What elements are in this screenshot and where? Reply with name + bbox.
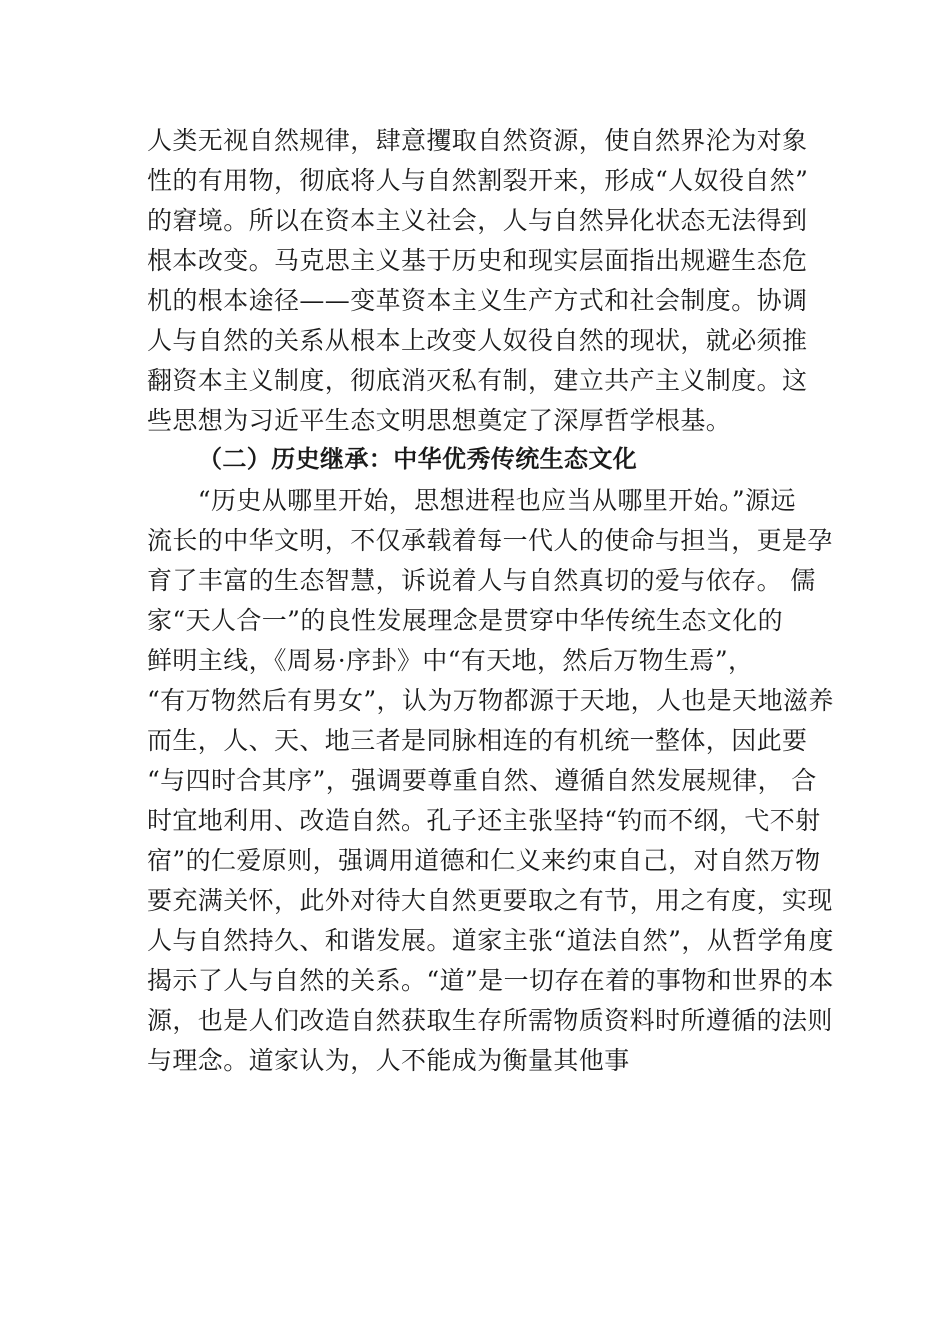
paragraph-2-line: 而生，人、天、地三者是同脉相连的有机统一整体，因此要	[147, 726, 808, 755]
paragraph-2-line: 要充满关怀，此外对待大自然更要取之有节，用之有度，实现	[147, 886, 833, 915]
paragraph-2-line: 时宜地利用、改造自然。孔子还主张坚持“钓而不纲，弋不射	[147, 806, 821, 835]
paragraph-1-line: 人类无视自然规律，肆意攫取自然资源，使自然界沦为对象	[147, 126, 808, 155]
paragraph-2-line: “与四时合其序”，强调要尊重自然、遵循自然发展规律， 合	[147, 766, 817, 795]
paragraph-2-line: 与理念。道家认为，人不能成为衡量其他事	[147, 1046, 630, 1075]
paragraph-1-line: 人与自然的关系从根本上改变人奴役自然的现状，就必须推	[147, 326, 808, 355]
paragraph-2-line: 揭示了人与自然的关系。“道”是一切存在着的事物和世界的本	[147, 966, 834, 995]
paragraph-2-line: 人与自然持久、和谐发展。道家主张“道法自然”，从哲学角度	[147, 926, 834, 955]
paragraph-1-line: 些思想为习近平生态文明思想奠定了深厚哲学根基。	[147, 406, 732, 435]
paragraph-1-line: 机的根本途径——变革资本主义生产方式和社会制度。协调	[147, 286, 808, 315]
paragraph-2-line: 鲜明主线，《周易·序卦》中“有天地，然后万物生焉”，	[147, 646, 754, 675]
paragraph-2-line: 流长的中华文明，不仅承载着每一代人的使命与担当，更是孕	[147, 526, 833, 555]
paragraph-2-line: 宿”的仁爱原则，强调用道德和仁义来约束自己，对自然万物	[147, 846, 821, 875]
paragraph-1-line: 翻资本主义制度，彻底消灭私有制，建立共产主义制度。这	[147, 366, 808, 395]
paragraph-2-line: 家“天人合一”的良性发展理念是贯穿中华传统生态文化的	[147, 606, 783, 635]
paragraph-1-line: 性的有用物，彻底将人与自然割裂开来，形成“人奴役自然”	[147, 166, 809, 195]
section-heading: （二）历史继承：中华优秀传统生态文化	[198, 445, 638, 473]
paragraph-2-line: “历史从哪里开始，思想进程也应当从哪里开始。”源远	[147, 486, 796, 515]
paragraph-1-line: 的窘境。所以在资本主义社会，人与自然异化状态无法得到	[147, 206, 808, 235]
paragraph-2-line: 育了丰富的生态智慧，诉说着人与自然真切的爱与依存。 儒	[147, 566, 816, 595]
paragraph-2-line: “有万物然后有男女”，认为万物都源于天地，人也是天地滋养	[147, 686, 834, 715]
paragraph-2-line: 源，也是人们改造自然获取生存所需物质资料时所遵循的法则	[147, 1006, 833, 1035]
paragraph-1-line: 根本改变。马克思主义基于历史和现实层面指出规避生态危	[147, 246, 808, 275]
